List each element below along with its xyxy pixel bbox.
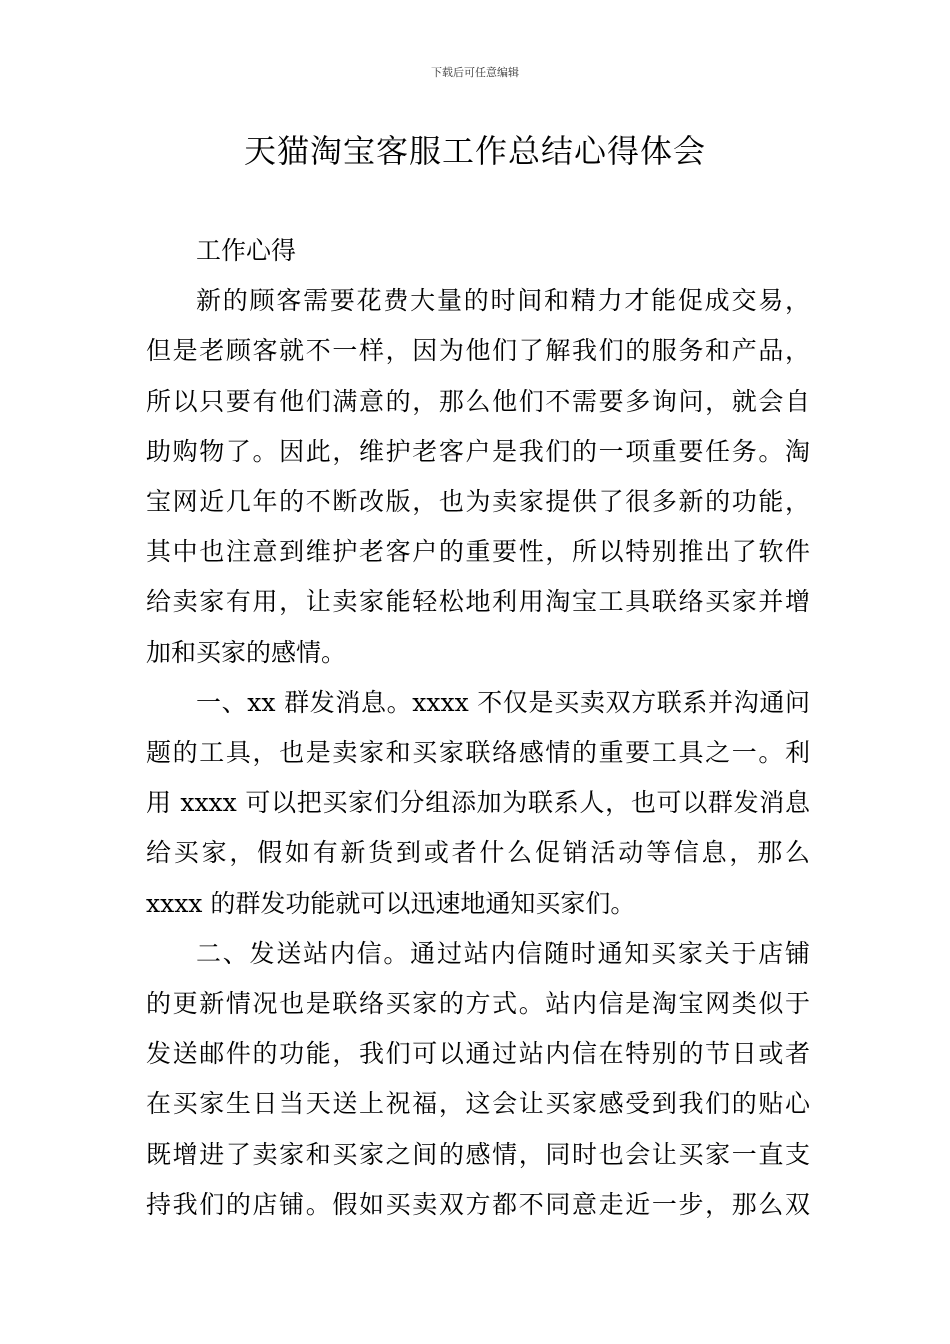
paragraph-line: 给卖家有用，让卖家能轻松地利用淘宝工具联络买家并增 [146, 587, 810, 617]
paragraph-line: xxxx 的群发功能就可以迅速地通知买家们。 [146, 888, 636, 918]
paragraph [146, 678, 810, 929]
section-heading [146, 226, 810, 276]
paragraph-line: 用 xxxx 可以把买家们分组添加为联系人，也可以群发消息 [146, 788, 810, 818]
paragraph-line: 发送邮件的功能，我们可以通过站内信在特别的节日或者 [146, 1039, 810, 1069]
paragraph-line: 二、发送站内信。通过站内信随时通知买家关于店铺 [196, 938, 810, 968]
paragraph-line: 助购物了。因此，维护老客户是我们的一项重要任务。淘 [146, 436, 810, 466]
paragraph-line: 宝网近几年的不断改版，也为卖家提供了很多新的功能， [146, 487, 810, 517]
document-body [146, 226, 810, 1230]
paragraph-line: 题的工具，也是卖家和买家联络感情的重要工具之一。利 [146, 738, 810, 768]
paragraph-line: 既增进了卖家和买家之间的感情，同时也会让买家一直支 [146, 1139, 810, 1169]
paragraph-line: 新的顾客需要花费大量的时间和精力才能促成交易， [196, 286, 810, 316]
paragraph-line: 持我们的店铺。假如买卖双方都不同意走近一步，那么双 [146, 1189, 810, 1219]
paragraph-line: 但是老顾客就不一样，因为他们了解我们的服务和产品， [146, 336, 810, 366]
paragraph-line: 所以只要有他们满意的，那么他们不需要多询问，就会自 [146, 386, 810, 416]
paragraph-line: 给买家，假如有新货到或者什么促销活动等信息，那么 [146, 838, 810, 868]
paragraph [146, 929, 810, 1230]
paragraph-line: 一、xx 群发消息。xxxx 不仅是买卖双方联系并沟通问 [196, 687, 810, 717]
document-title: 天猫淘宝客服工作总结心得体会 [243, 132, 706, 170]
paragraph-line: 工作心得 [196, 236, 297, 265]
header-note: 下载后可任意编辑 [431, 66, 519, 79]
paragraph [146, 276, 810, 678]
paragraph-line: 的更新情况也是联络买家的方式。站内信是淘宝网类似于 [146, 989, 810, 1019]
paragraph-line: 其中也注意到维护老客户的重要性，所以特别推出了软件 [146, 537, 810, 567]
paragraph-line: 加和买家的感情。 [146, 637, 347, 667]
paragraph-line: 在买家生日当天送上祝福，这会让买家感受到我们的贴心 [146, 1089, 810, 1119]
